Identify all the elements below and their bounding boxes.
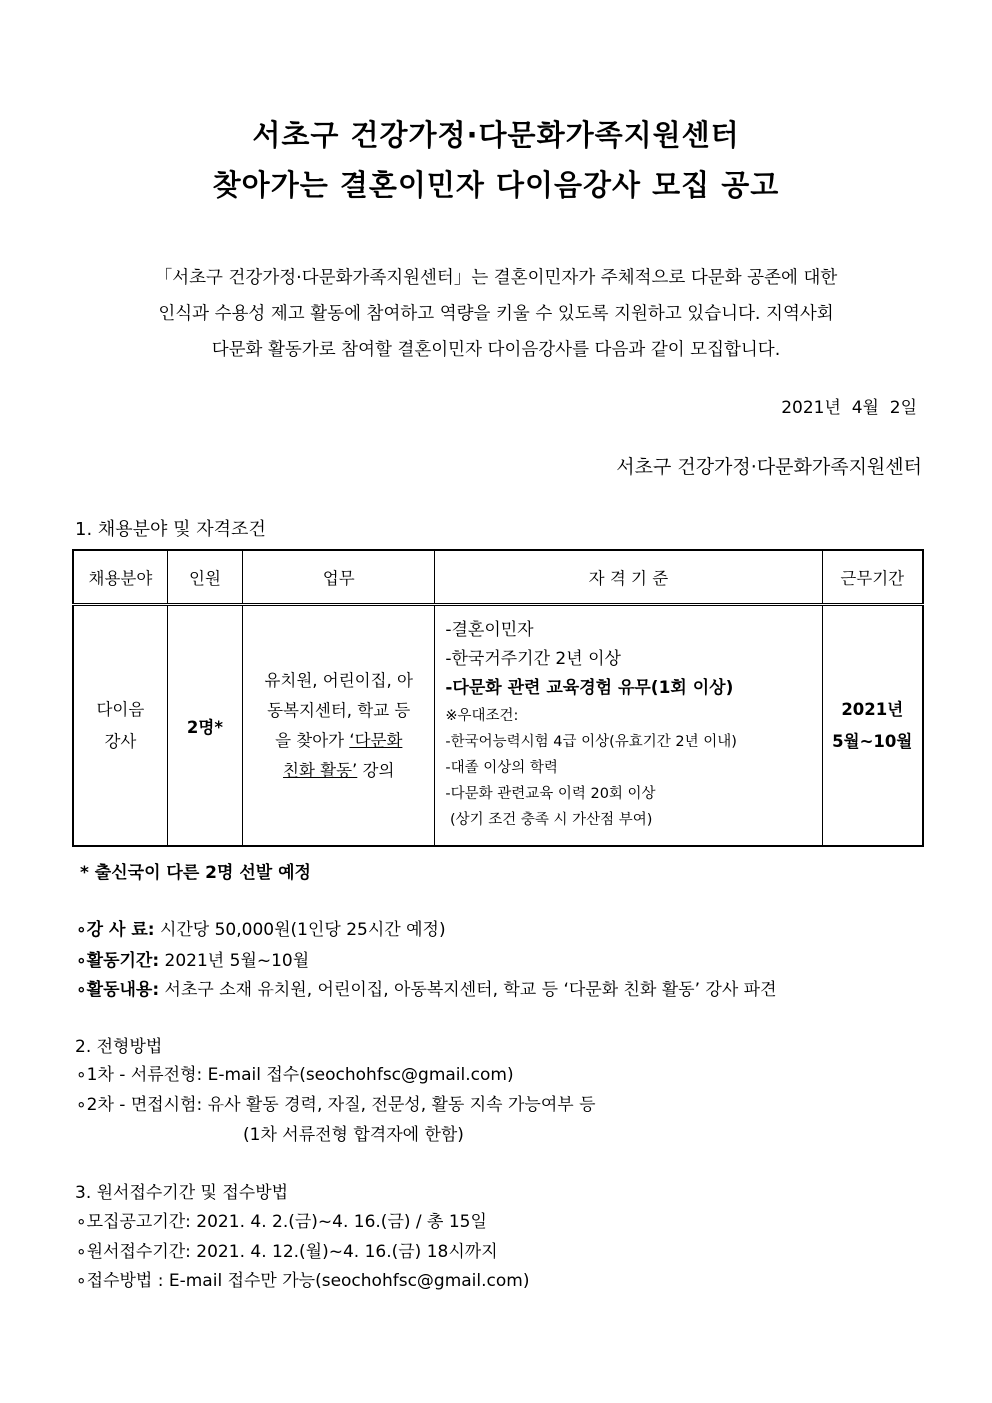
work-line xyxy=(243,756,434,786)
cell-count: 2명* xyxy=(167,605,242,847)
info-label: ∘활동기간: xyxy=(76,951,160,971)
pref-item: -한국어능력시험 4급 이상(유효기간 2년 이내) xyxy=(445,734,737,750)
section2-line: ∘1차 - 서류전형: E-mail 접수(seochohfsc@gmail.com) xyxy=(76,1065,514,1085)
field-line: 강사 xyxy=(104,731,137,751)
section2-line: ∘2차 - 면접시험: 유사 활동 경력, 자질, 전문성, 활동 지속 가능여부 등 xyxy=(76,1095,596,1115)
pref-item: -다문화 관련교육 이력 20회 이상 xyxy=(445,786,656,802)
section3-heading: 3. 원서접수기간 및 접수방법 xyxy=(75,1183,289,1203)
work-line xyxy=(243,726,434,756)
section3-line: ∘원서접수기간: 2021. 4. 12.(월)~4. 16.(금) 18시까지 xyxy=(76,1242,498,1262)
period-line: 5월~10월 xyxy=(832,731,913,751)
work-line: 동복지센터, 학교 등 xyxy=(267,700,411,720)
work-underlined-text: ‘다문화 xyxy=(349,730,403,750)
period-line: 2021년 xyxy=(841,699,904,719)
header-period: 근무기간 xyxy=(822,550,923,605)
cell-work xyxy=(243,605,435,847)
cell-period xyxy=(822,605,923,847)
qual-item: -결혼이민자 xyxy=(445,620,534,640)
intro-line: 다문화 활동가로 참여할 결혼이민자 다이음강사를 다음과 같이 모집합니다. xyxy=(211,340,781,360)
announcement-date: 2021년 4월 2일 xyxy=(781,398,917,418)
pref-item: -대졸 이상의 학력 xyxy=(445,760,558,776)
header-work: 업무 xyxy=(243,550,435,605)
intro-line: 인식과 수용성 제고 활동에 참여하고 역량을 키울 수 있도록 지원하고 있습니다. 지역사회 xyxy=(158,304,834,324)
intro-paragraph xyxy=(75,260,917,368)
info-item xyxy=(76,915,446,940)
header-qualifications: 자 격 기 준 xyxy=(435,550,822,605)
page-subtitle: 찾아가는 결혼이민자 다이음강사 모집 공고 xyxy=(212,168,780,202)
qual-item: -다문화 관련 교육경험 유무(1회 이상) xyxy=(445,678,734,698)
requirements-table xyxy=(72,549,924,847)
info-item xyxy=(76,946,309,971)
table-row xyxy=(73,605,923,847)
info-value: 2021년 5월~10월 xyxy=(159,951,310,971)
work-underlined-text: 친화 활동’ xyxy=(283,760,358,780)
info-value: 서초구 소재 유치원, 어린이집, 아동복지센터, 학교 등 ‘다문화 친화 활동’ 강사 파견 xyxy=(159,980,777,1000)
pref-title: ※우대조건: xyxy=(445,708,519,724)
section1-heading: 1. 채용분야 및 자격조건 xyxy=(75,519,266,540)
section3-line: ∘모집공고기간: 2021. 4. 2.(금)~4. 16.(금) / 총 15일 xyxy=(76,1212,487,1232)
table-footnote: * 출신국이 다른 2명 선발 예정 xyxy=(80,863,311,883)
page-title: 서초구 건강가정·다문화가족지원센터 xyxy=(252,118,740,152)
header-count: 인원 xyxy=(167,550,242,605)
organization-name: 서초구 건강가정·다문화가족지원센터 xyxy=(616,456,922,478)
cell-qualifications xyxy=(435,605,822,847)
info-value: 시간당 50,000원(1인당 25시간 예정) xyxy=(154,920,446,940)
info-label: ∘강 사 료: xyxy=(76,920,155,940)
cell-field xyxy=(73,605,167,847)
work-text: 강의 xyxy=(357,760,395,780)
section3-line: ∘접수방법 : E-mail 접수만 가능(seochohfsc@gmail.com) xyxy=(76,1271,530,1291)
section2-line: (1차 서류전형 합격자에 한함) xyxy=(243,1125,464,1145)
info-label: ∘활동내용: xyxy=(76,980,160,1000)
intro-line: 「서초구 건강가정·다문화가족지원센터」는 결혼이민자가 주체적으로 다문화 공존에 대한 xyxy=(154,268,838,288)
section2-heading: 2. 전형방법 xyxy=(75,1037,163,1057)
work-text: 을 찾아가 xyxy=(275,730,350,750)
pref-item: (상기 조건 충족 시 가산점 부여) xyxy=(445,812,653,828)
work-line: 유치원, 어린이집, 아 xyxy=(264,670,413,690)
field-line: 다이음 xyxy=(96,699,145,719)
info-item xyxy=(76,975,777,1000)
table-header-row xyxy=(73,550,923,605)
header-field: 채용분야 xyxy=(73,550,167,605)
qual-item: -한국거주기간 2년 이상 xyxy=(445,649,621,669)
